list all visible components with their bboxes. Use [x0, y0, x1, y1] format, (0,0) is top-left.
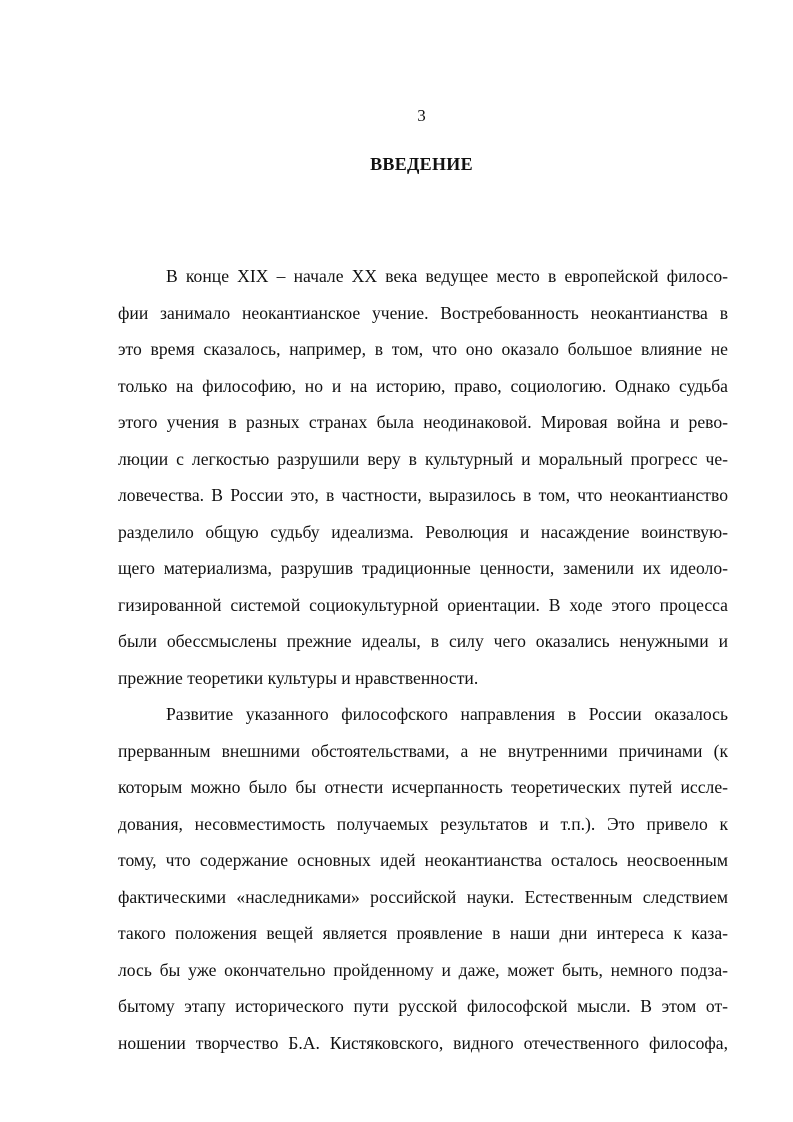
text-line: ношении творчество Б.А. Кистяковского, видного отечественного философа, — [118, 1032, 728, 1053]
text-line: тому, что содержание основных идей неокантианства осталось неосвоенным — [118, 850, 728, 870]
text-line: ловечества. В России это, в частности, выразилось в том, что неокантианство — [118, 485, 728, 505]
text-line: это время сказалось, например, в том, что оно оказало большое влияние не — [118, 339, 728, 359]
text-line: фии занимало неокантианское учение. Востребованность неокантианства в — [118, 302, 728, 323]
text-line: которым можно было бы отнести исчерпанность теоретических путей иссле- — [118, 777, 728, 797]
text-line: бытому этапу исторического пути русской философской мысли. В этом от- — [118, 996, 728, 1016]
section-heading: ВВЕДЕНИЕ — [370, 154, 473, 174]
text-line: Развитие указанного философского направления в России оказалось — [166, 704, 728, 724]
text-line: прерванным внешними обстоятельствами, а не внутренними причинами (к — [118, 740, 728, 761]
text-line: фактическими «наследниками» российской науки. Естественным следствием — [118, 886, 728, 907]
text-line: только на философию, но и на историю, право, социологию. Однако судьба — [118, 375, 728, 396]
text-line: гизированной системой социокультурной ориентации. В ходе этого процесса — [118, 594, 728, 615]
text-line: разделило общую судьбу идеализма. Революция и насаждение воинствую- — [118, 521, 728, 542]
body-text — [118, 258, 728, 1061]
text-line: такого положения вещей является проявление в наши дни интереса к каза- — [118, 923, 728, 943]
text-line: были обессмыслены прежние идеалы, в силу чего оказались ненужными и — [118, 631, 728, 651]
text-line: щего материализма, разрушив традиционные ценности, заменили их идеоло- — [118, 558, 728, 578]
text-line: лось бы уже окончательно пройденному и даже, может быть, немного подза- — [118, 959, 728, 980]
text-line: прежние теоретики культуры и нравственности. — [118, 667, 479, 688]
text-line: этого учения в разных странах была неодинаковой. Мировая война и рево- — [118, 412, 728, 432]
text-line: дования, несовместимость получаемых результатов и т.п.). Это привело к — [118, 813, 728, 834]
page-number: 3 — [417, 106, 426, 125]
text-line: В конце XIX – начале XX века ведущее место в европейской филосо- — [166, 266, 728, 286]
text-line: люции с легкостью разрушили веру в культурный и моральный прогресс че- — [118, 448, 728, 469]
